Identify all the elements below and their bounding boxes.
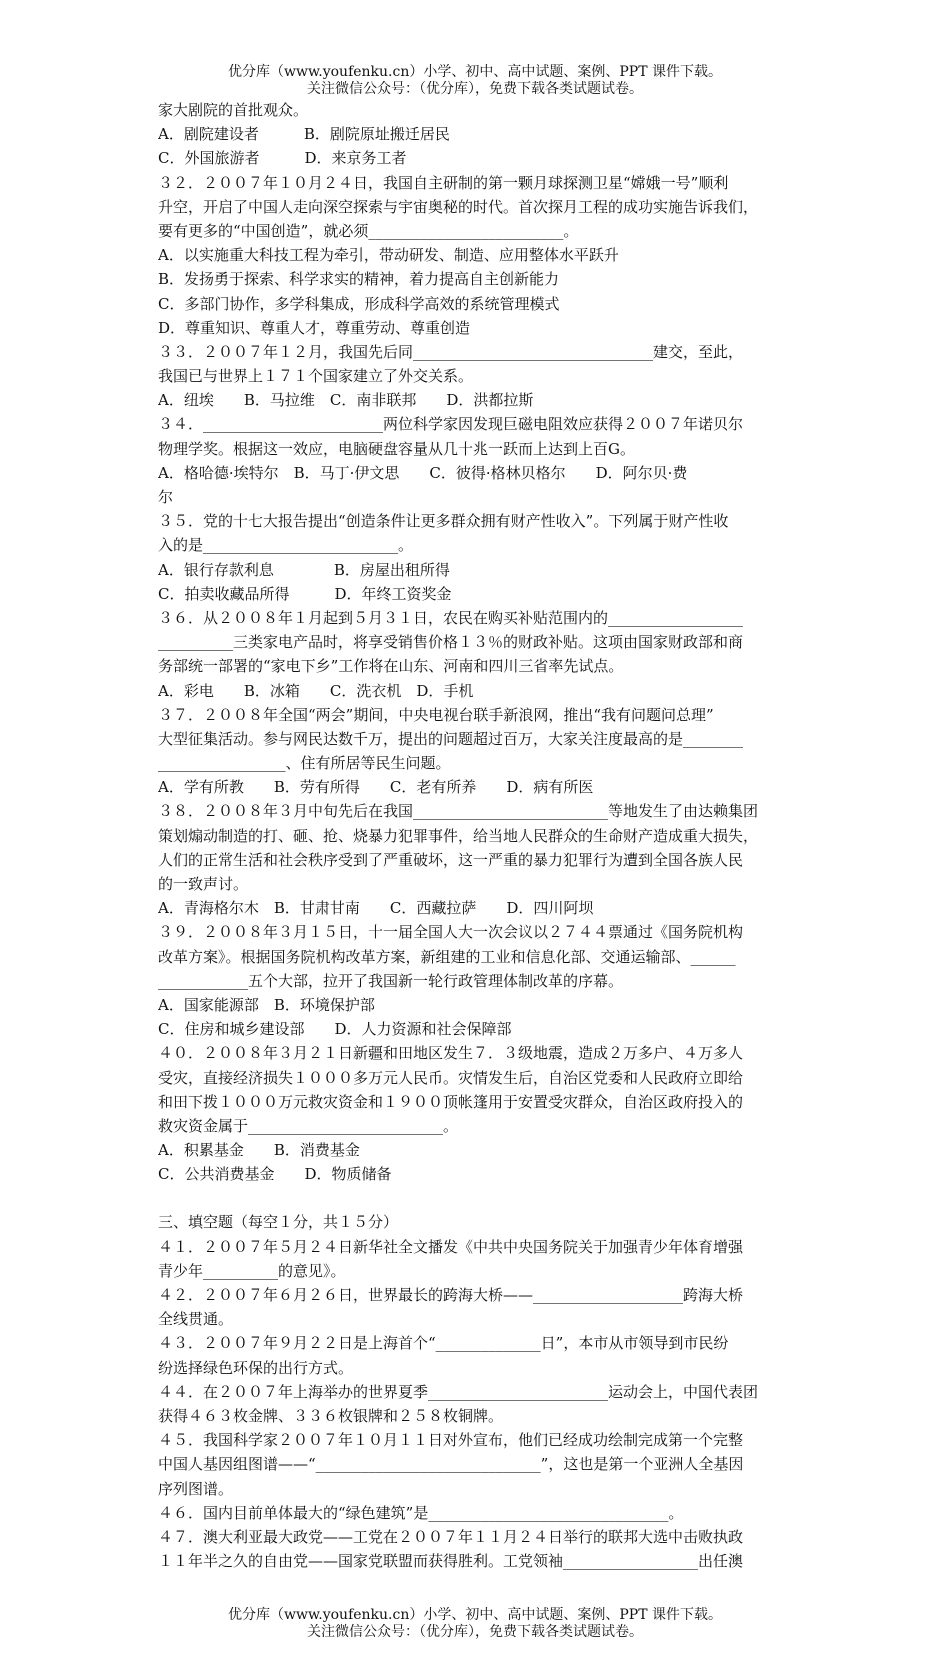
header-line-2: 关注微信公众号：（优分库），免费下载各类试题试卷。 [307, 81, 643, 97]
text-line: ３５．党的十七大报告提出“创造条件让更多群众拥有财产性收入”。下列属于财产性收 [158, 512, 729, 531]
text-line: ４３．２００７年９月２２日是上海首个“______________日”，本市从市领导到市民纷 [158, 1334, 729, 1353]
text-line: ４７．澳大利亚最大政党——工党在２００７年１１月２４日举行的联邦大选中击败执政 [158, 1527, 744, 1546]
text-line: 受灾，直接经济损失１０００多万元人民币。灾情发生后，自治区党委和人民政府立即给 [158, 1068, 744, 1087]
text-line: C．拍卖收藏品所得 D．年终工资奖金 [158, 584, 452, 603]
text-line: ３８．２００８年３月中旬先后在我国__________________________等地发生了由达赖集团 [158, 802, 759, 821]
text-line: 策划煽动制造的打、砸、抢、烧暴力犯罪事件，给当地人民群众的生命财产造成重大损失， [158, 826, 759, 845]
text-line: D．尊重知识、尊重人才，尊重劳动、尊重创造 [158, 318, 471, 337]
text-line: ____________五个大部，拉开了我国新一轮行政管理体制改革的序幕。 [158, 971, 624, 990]
text-line: 救灾资金属于__________________________。 [158, 1116, 459, 1135]
footer-line-1: 优分库（www.youfenku.cn）小学、初中、高中试题、案例、PPT 课件下载。 [227, 1607, 722, 1623]
text-line: A．以实施重大科技工程为牵引，带动研发、制造、应用整体水平跃升 [158, 246, 619, 265]
text-line: 全线贯通。 [158, 1310, 234, 1329]
text-line: 人们的正常生活和社会秩序受到了严重破坏，这一严重的暴力犯罪行为遭到全国各族人民 [158, 850, 744, 869]
text-line: B．发扬勇于探索、科学求实的精神，着力提高自主创新能力 [158, 270, 560, 289]
text-line: ３３．２００７年１２月，我国先后同________________________________建交，至此， [158, 342, 744, 361]
header-line-1: 优分库（www.youfenku.cn）小学、初中、高中试题、案例、PPT 课件下载。 [227, 64, 722, 80]
text-line: ４０．２００８年３月２１日新疆和田地区发生７．３级地震，造成２万多户、４万多人 [158, 1044, 744, 1063]
page-header [0, 64, 950, 98]
text-line: 物理学奖。根据这一效应，电脑硬盘容量从几十兆一跃而上达到上百G。 [158, 439, 635, 458]
text-line: C．多部门协作，多学科集成，形成科学高效的系统管理模式 [158, 294, 560, 313]
text-line: A．积累基金 B．消费基金 [158, 1141, 360, 1160]
text-line: 尔 [158, 488, 174, 506]
text-line: 改革方案》。根据国务院机构改革方案，新组建的工业和信息化部、交通运输部、______ [158, 947, 736, 966]
text-line: 大型征集活动。参与网民达数千万，提出的问题超过百万，大家关注度最高的是________ [158, 729, 744, 748]
document-body [158, 98, 818, 1573]
text-line: 务部统一部署的“家电下乡”工作将在山东、河南和四川三省率先试点。 [158, 657, 624, 676]
footer-line-2: 关注微信公众号：（优分库），免费下载各类试题试卷。 [307, 1624, 643, 1640]
text-line: A．学有所教 B．劳有所得 C．老有所养 D．病有所医 [158, 778, 594, 797]
text-line: 升空，开启了中国人走向深空探索与宇宙奥秘的时代。首次探月工程的成功实施告诉我们， [158, 197, 759, 216]
text-line: A．青海格尔木 B．甘肃甘南 C．西藏拉萨 D．四川阿坝 [158, 899, 594, 918]
text-line: 要有更多的“中国创造”，就必须__________________________。 [158, 221, 579, 240]
question-section-fill-blank [158, 1210, 818, 1573]
text-line: A．格哈德·埃特尔 B．马丁·伊文思 C．彼得·格林贝格尔 D．阿尔贝·费 [158, 463, 688, 482]
text-line: A．彩电 B．冰箱 C．洗衣机 D．手机 [158, 681, 474, 700]
text-line: C．公共消费基金 D．物质储备 [158, 1165, 392, 1184]
text-line: A．国家能源部 B．环境保护部 [158, 995, 375, 1014]
text-line: 我国已与世界上１７１个国家建立了外交关系。 [158, 367, 474, 386]
text-line: ３７．２００８年全国“两会”期间，中央电视台联手新浪网，推出“我有问题问总理” [158, 705, 714, 724]
text-line: 家大剧院的首批观众。 [158, 101, 309, 119]
text-line: ４４．在２００７年上海举办的世界夏季________________________运动会上，中国代表团 [158, 1382, 759, 1401]
text-line: C．住房和城乡建设部 D．人力资源和社会保障部 [158, 1020, 512, 1039]
text-line: ３９．２００８年３月１５日，十一届全国人大一次会议以２７４４票通过《国务院机构 [158, 923, 744, 942]
text-line: A．剧院建设者 B．剧院原址搬迁居民 [158, 125, 450, 144]
text-line: _________________、住有所居等民生问题。 [158, 754, 451, 773]
text-line: ４２．２００７年６月２６日，世界最长的跨海大桥——____________________跨海大桥 [158, 1286, 744, 1304]
text-line: 的一致声讨。 [158, 875, 249, 893]
text-line: C．外国旅游者 D．来京务工者 [158, 149, 407, 168]
text-line: 三、填空题（每空１分，共１５分） [158, 1213, 399, 1232]
text-line: 获得４６３枚金牌、３３６枚银牌和２５８枚铜牌。 [158, 1406, 504, 1425]
text-line: 青少年__________的意见》。 [158, 1261, 346, 1280]
text-line: 序列图谱。 [158, 1479, 234, 1498]
text-line: ３２．２００７年１０月２４日，我国自主研制的第一颗月球探测卫星“嫦娥一号”顺利 [158, 173, 729, 192]
text-line: A．纽埃 B．马拉维 C．南非联邦 D．洪都拉斯 [158, 391, 534, 410]
text-line: ４５．我国科学家２００７年１０月１１日对外宣布，他们已经成功绘制完成第一个完整 [158, 1431, 744, 1450]
text-line: ４６．国内目前单体最大的“绿色建筑”是________________________________。 [158, 1503, 684, 1522]
text-line: ４１．２００７年５月２４日新华社全文播发《中共中央国务院关于加强青少年体育增强 [158, 1237, 744, 1256]
page-footer [0, 1607, 950, 1641]
text-line: 纷选择绿色环保的出行方式。 [158, 1358, 354, 1377]
text-line: ３４．________________________两位科学家因发现巨磁电阻效应获得２００７年诺贝尔 [158, 415, 744, 434]
text-line: 和田下拨１０００万元救灾资金和１９００顶帐篷用于安置受灾群众，自治区政府投入的 [158, 1092, 744, 1111]
text-line: A．银行存款利息 B．房屋出租所得 [158, 560, 450, 579]
question-section-choice [158, 98, 818, 1186]
section-spacer [158, 1186, 818, 1210]
text-line: １１年半之久的自由党——国家党联盟而获得胜利。工党领袖__________________出任澳 [158, 1552, 744, 1571]
text-line: 入的是__________________________。 [158, 536, 414, 555]
text-line: 中国人基因组图谱——“______________________________”，这也是第一个亚洲人全基因 [158, 1455, 744, 1474]
text-line: __________三类家电产品时，将享受销售价格１３％的财政补贴。这项由国家财政部和商 [158, 633, 744, 652]
text-line: ３６．从２００８年１月起到５月３１日，农民在购买补贴范围内的__________________ [158, 608, 744, 627]
